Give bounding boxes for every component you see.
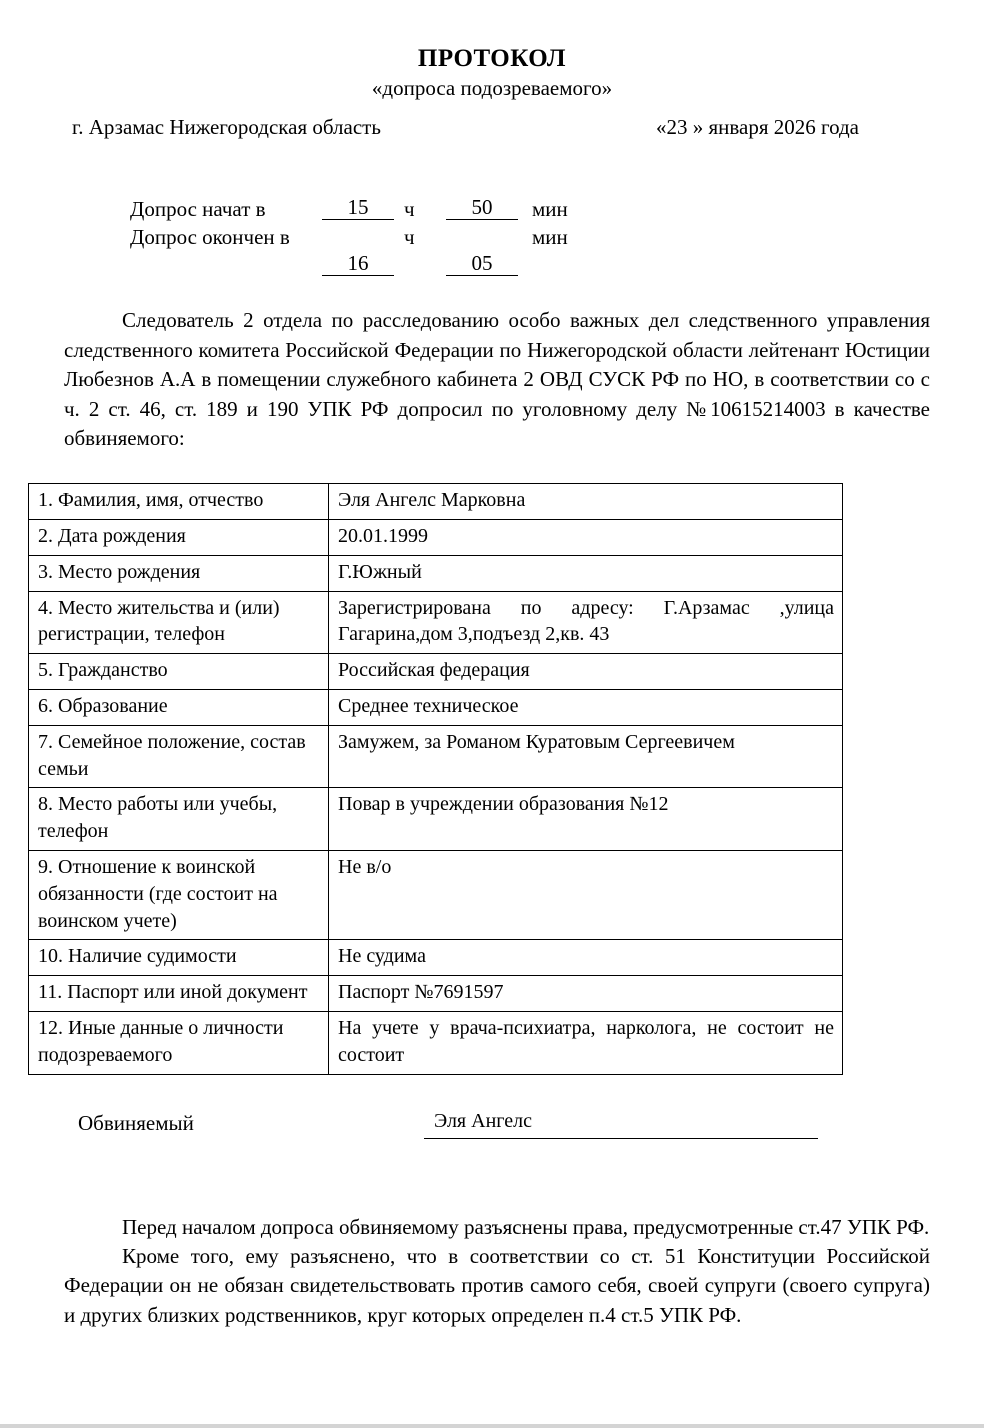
table-cell-label: 9. Отношение к воинской обязанности (где состоит на воинском учете): [29, 851, 329, 940]
table-cell-value[interactable]: Эля Ангелс Марковна: [329, 484, 843, 520]
table-cell-value[interactable]: Российская федерация: [329, 654, 843, 690]
person-data-table: [28, 483, 843, 1074]
end-hour-field[interactable]: 16: [322, 253, 394, 276]
table-cell-value[interactable]: Паспорт №7691597: [329, 976, 843, 1012]
signature-row: [0, 1107, 984, 1159]
table-row: [29, 725, 843, 788]
signature-label: Обвиняемый: [78, 1110, 194, 1135]
table-cell-label: 8. Место работы или учебы, телефон: [29, 788, 329, 851]
table-cell-value[interactable]: Среднее техническое: [329, 690, 843, 726]
table-row: [29, 520, 843, 556]
date-text: «23 » января 2026 года: [656, 115, 860, 140]
interrogation-end-row: [130, 220, 984, 248]
interrogation-end-values-row: [130, 248, 984, 276]
table-row: [29, 654, 843, 690]
interrogation-time-block: [0, 192, 984, 276]
constitution-paragraph: Кроме того, ему разъяснено, что в соответствии со ст. 51 Конституции Российской Федерации он не обязан свидетельствовать против самого себя, своей супруги (своего супруга) и других близких родственников, круг которых определен п.4 ст.5 УПК РФ.: [64, 1244, 930, 1327]
end-hour-unit: ч: [404, 225, 415, 250]
table-cell-value[interactable]: Г.Южный: [329, 555, 843, 591]
table-cell-label: 5. Гражданство: [29, 654, 329, 690]
end-minute-field[interactable]: 05: [446, 253, 518, 276]
start-hour-field[interactable]: 15: [322, 197, 394, 220]
table-row: [29, 591, 843, 654]
table-cell-value[interactable]: Не в/о: [329, 851, 843, 940]
start-minute-field[interactable]: 50: [446, 197, 518, 220]
place-date-row: [0, 114, 984, 170]
place-text: г. Арзамас Нижегородская область: [72, 115, 381, 140]
table-row: [29, 976, 843, 1012]
table-cell-label: 4. Место жительства и (или) регистрации, телефон: [29, 591, 329, 654]
table-cell-label: 7. Семейное положение, состав семьи: [29, 725, 329, 788]
table-row: [29, 940, 843, 976]
end-minute-placeholder: [446, 247, 518, 248]
table-cell-value[interactable]: Не судима: [329, 940, 843, 976]
interrogation-end-label: Допрос окончен в: [130, 225, 290, 250]
page-bottom-edge: [0, 1424, 984, 1428]
table-row: [29, 555, 843, 591]
table-cell-label: 3. Место рождения: [29, 555, 329, 591]
start-minute-unit: мин: [532, 197, 568, 222]
table-cell-value[interactable]: На учете у врача-психиатра, нарколога, не состоит не состоит: [329, 1012, 843, 1075]
end-hour-placeholder: [322, 247, 394, 248]
signature-field[interactable]: Эля Ангелс: [424, 1107, 818, 1139]
table-cell-label: 10. Наличие судимости: [29, 940, 329, 976]
end-minute-unit: мин: [532, 225, 568, 250]
table-row: [29, 851, 843, 940]
table-cell-value[interactable]: 20.01.1999: [329, 520, 843, 556]
rights-paragraph: Перед началом допроса обвиняемому разъяснены права, предусмотренные ст.47 УПК РФ.: [122, 1214, 930, 1239]
interrogation-start-label: Допрос начат в: [130, 197, 266, 222]
table-cell-value[interactable]: Зарегистрирована по адресу: Г.Арзамас ,улица Гагарина,дом 3,подъезд 2,кв. 43: [329, 591, 843, 654]
page-title: ПРОТОКОЛ: [417, 45, 567, 72]
person-data-table-body: [29, 484, 843, 1074]
table-cell-value[interactable]: Повар в учреждении образования №12: [329, 788, 843, 851]
table-cell-label: 2. Дата рождения: [29, 520, 329, 556]
table-cell-label: 12. Иные данные о личности подозреваемого: [29, 1012, 329, 1075]
table-row: [29, 1012, 843, 1075]
table-cell-label: 1. Фамилия, имя, отчество: [29, 484, 329, 520]
intro-paragraph: Следователь 2 отдела по расследованию особо важных дел следственного управления следственного комитета Российской Федерации по Нижегородской области лейтенант Юстиции Любезнов А.А в помещении служебного кабинета 2 ОВД СУСК РФ по НО, в соответствии со с ч. 2 ст. 46, ст. 189 и 190 УПК РФ допросил по уголовному делу №10615214003 в качестве обвиняемого:: [64, 308, 930, 450]
interrogation-start-row: [130, 192, 984, 220]
table-row: [29, 484, 843, 520]
table-cell-label: 11. Паспорт или иной документ: [29, 976, 329, 1012]
table-cell-value[interactable]: Замужем, за Романом Куратовым Сергеевичем: [329, 725, 843, 788]
page-subtitle: «допроса подозреваемого»: [371, 76, 613, 101]
start-hour-unit: ч: [404, 197, 415, 222]
table-row: [29, 690, 843, 726]
table-row: [29, 788, 843, 851]
table-cell-label: 6. Образование: [29, 690, 329, 726]
